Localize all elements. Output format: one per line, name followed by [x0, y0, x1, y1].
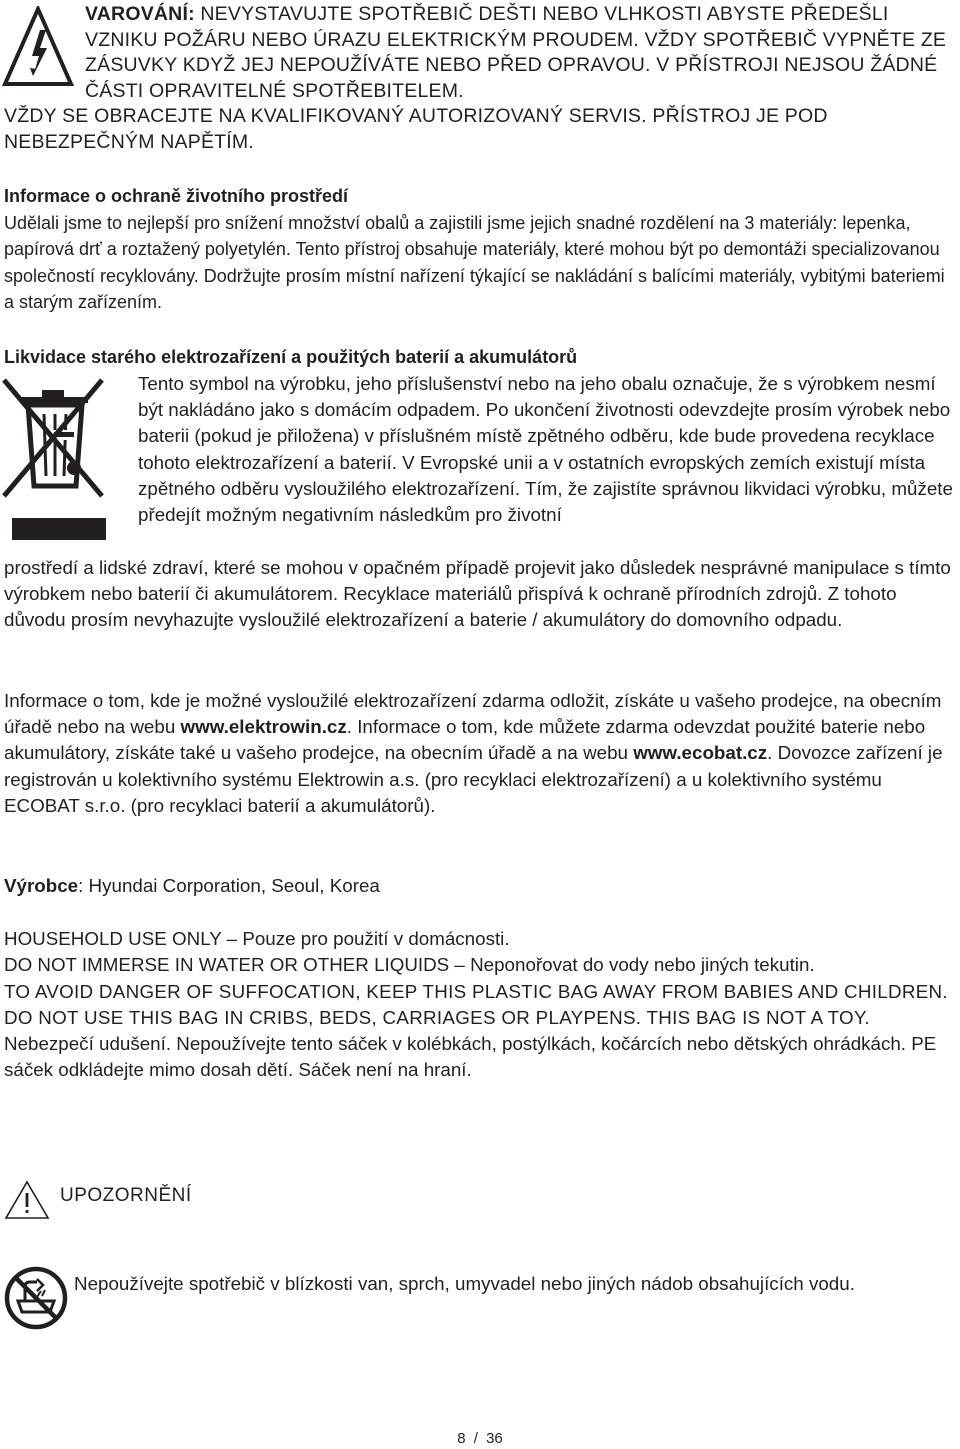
- electric-shock-warning-icon: [2, 6, 74, 88]
- weee-heading: [4, 344, 954, 371]
- no-water-use-icon: [3, 1265, 69, 1331]
- collection-info: [4, 688, 960, 819]
- manufacturer-label: Výrobce: [4, 875, 79, 896]
- manufacturer-value: : Hyundai Corporation, Seoul, Korea: [78, 875, 380, 896]
- collection-text-1: Informace o tom, kde je možné vysloužilé elektrozařízení zdarma odložit, získáte u vašeho prodejce, na obecním úřadě nebo na webu: [4, 690, 942, 738]
- household-notice: [4, 926, 960, 952]
- warning-label: VAROVÁNÍ:: [85, 3, 195, 25]
- warning-body: NEVYSTAVUJTE SPOTŘEBIČ DEŠTI NEBO VLHKOSTI ABYSTE PŘEDEŠLI VZNIKU POŽÁRU NEBO ÚRAZU ELEKTRICKÝM PROUDEM. VŽDY SPOTŘEBIČ VYPNĚTE ZE ZÁSUVKY KDYŽ JEJ NEPOUŽÍVÁTE NEBO PŘED OPRAVOU. V PŘÍSTROJI NEJSOU ŽÁDNÉ ČÁSTI OPRAVITELNÉ SPOTŘEBITELEM.: [85, 3, 947, 102]
- environment-heading: Informace o ochraně životního prostředí: [4, 186, 349, 206]
- weee-text: Tento symbol na výrobku, jeho příslušenství nebo na jeho obalu označuje, že s výrobkem nesmí být nakládáno jako s domácím odpadem. Po ukončení životnosti odevzdejte prosím výrobek nebo baterii (pokud je přiložena) v příslušném místě zpětného odběru, kde bude provedena recyklace tohoto elektrozařízení a baterií. V Evropské unii a v ostatních evropských zemích existují místa zpětného odběru vysloužilého elektrozařízení. Tím, že zajistíte správnou likvidaci výrobku, můžete předejít možným negativním následkům pro životní: [138, 373, 953, 526]
- weee-text-continued: prostředí a lidské zdraví, které se mohou v opačném případě projevit jako důsledek nesprávné manipulace s tímto výrobkem nebo baterií či akumulátorem. Recyklace materiálů přispívá k ochraně přírodních zdrojů. Z tohoto důvodu prosím nevyhazujte vysloužilé elektrozařízení a baterie / akumulátory do domovního odpadu.: [4, 557, 951, 631]
- usage-notices: [4, 926, 960, 1084]
- suffocation-notice-en: TO AVOID DANGER OF SUFFOCATION, KEEP THIS PLASTIC BAG AWAY FROM BABIES AND CHILDREN. DO NOT USE THIS BAG IN CRIBS, BEDS, CARRIAGES OR PLAYPENS. THIS BAG IS NOT A TOY.: [4, 980, 948, 1028]
- weee-heading-text: Likvidace starého elektrozařízení a použitých baterií a akumulátorů: [4, 347, 578, 367]
- caution-triangle-icon: [4, 1180, 50, 1220]
- page-current: 8: [457, 1430, 466, 1447]
- elektrowin-link[interactable]: www.elektrowin.cz: [180, 716, 347, 738]
- caution-label: UPOZORNĚNÍ: [60, 1185, 192, 1206]
- page-separator: /: [473, 1430, 478, 1447]
- page-total: 36: [486, 1430, 503, 1447]
- collection-text-3: . Dovozce zařízení je registrován u kolektivního systému Elektrowin a.s. (pro recyklaci elektrozařízení) a u kolektivního systému ECOBAT s.r.o. (pro recyklaci baterií a akumulátorů).: [4, 742, 943, 816]
- immerse-notice-en: DO NOT IMMERSE IN WATER OR OTHER LIQUIDS: [4, 954, 450, 976]
- bath-warning-text: Nepoužívejte spotřebič v blízkosti van, sprch, umyvadel nebo jiných nádob obsahujících vodu.: [74, 1273, 855, 1294]
- suffocation-notice-cz: Nebezpečí udušení. Nepoužívejte tento sáček v kolébkách, postýlkách, kočárcích nebo dětských ohrádkách. PE sáček odkládejte mimo dosah dětí. Sáček není na hraní.: [4, 1033, 937, 1081]
- household-notice-cz: – Pouze pro použití v domácnosti.: [221, 928, 510, 949]
- manufacturer-line: [4, 873, 960, 899]
- warning-text-continued: VŽDY SE OBRACEJTE NA KVALIFIKOVANÝ AUTORIZOVANÝ SERVIS. PŘÍSTROJ JE POD NEBEZPEČNÝM NAPĚTÍM.: [4, 105, 828, 153]
- page-number: [0, 1430, 960, 1447]
- immerse-notice: [4, 952, 960, 978]
- environment-section: [4, 183, 954, 316]
- environment-text: Udělali jsme to nejlepší pro snížení množství obalů a zajistili jsme jejich snadné rozdělení na 3 materiály: lepenka, papírová drť a roztažený polyetylén. Tento přístroj obsahuje materiály, které mohou být po demontáži specializovanou společností recyklovány. Dodržujte prosím místní nařízení týkající se nakládání s balícími materiály, vybitými bateriemi a starým zařízením.: [4, 212, 945, 312]
- ecobat-link[interactable]: www.ecobat.cz: [633, 742, 768, 764]
- crossed-out-bin-icon: [2, 378, 112, 548]
- immerse-notice-cz: – Neponořovat do vody nebo jiných tekutin.: [449, 954, 815, 976]
- collection-text-2: . Informace o tom, kde můžete zdarma odevzdat použité baterie nebo akumulátory, získáte také u vašeho prodejce, na obecním úřadě a na webu: [4, 716, 926, 764]
- warning-text: [85, 2, 955, 104]
- household-notice-en: HOUSEHOLD USE ONLY: [4, 928, 222, 949]
